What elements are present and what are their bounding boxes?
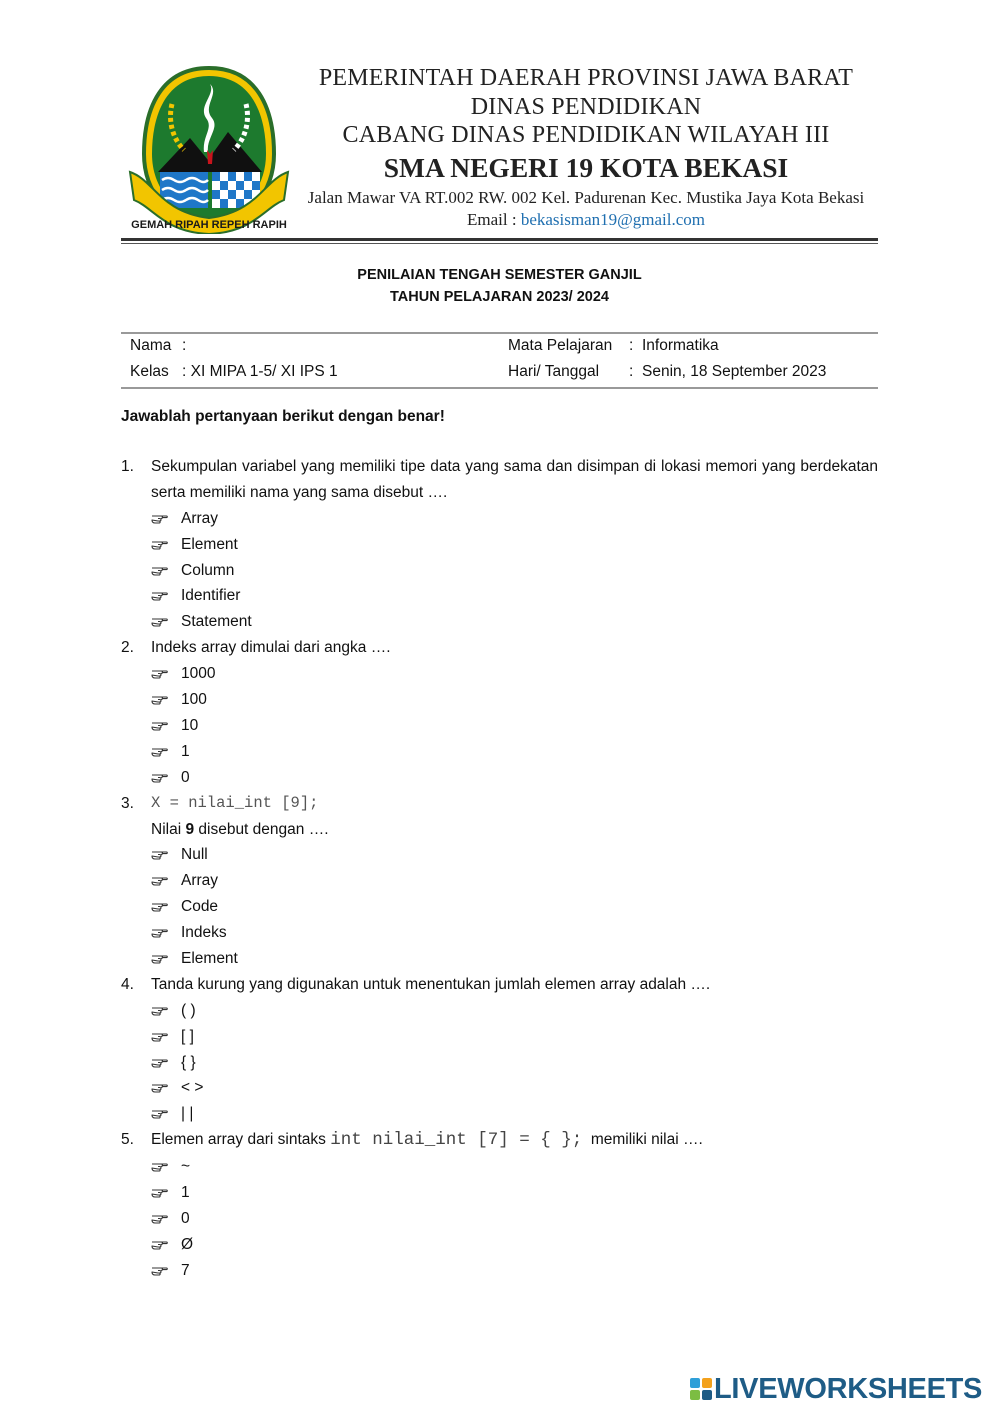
option-item[interactable] — [151, 1232, 878, 1258]
option-item[interactable] — [151, 998, 878, 1024]
option-label: 1 — [181, 1184, 190, 1202]
exam-title-block — [121, 264, 878, 308]
option-item[interactable] — [151, 661, 878, 687]
option-label: Indeks — [181, 924, 227, 942]
pointing-hand-icon — [151, 739, 168, 764]
option-label: < > — [181, 1079, 204, 1097]
option-item[interactable] — [151, 1075, 878, 1101]
class-value: : XI MIPA 1-5/ XI IPS 1 — [182, 363, 338, 380]
pointing-hand-icon — [151, 998, 168, 1023]
pointing-hand-icon — [151, 532, 168, 557]
watermark-text: LIVEWORKSHEETS — [714, 1373, 983, 1405]
option-label: 1 — [181, 742, 190, 760]
pointing-hand-icon — [151, 609, 168, 634]
liveworksheets-watermark[interactable] — [690, 1372, 990, 1406]
email-label: Email : — [466, 209, 521, 229]
jawa-barat-logo — [124, 62, 294, 234]
option-list — [151, 998, 878, 1127]
option-item[interactable] — [151, 558, 878, 584]
subject-value: Informatika — [642, 337, 719, 354]
header-divider-thin — [121, 243, 878, 244]
option-label: Identifier — [181, 587, 241, 605]
logo-tile — [690, 1378, 700, 1388]
pointing-hand-icon — [151, 687, 168, 712]
option-item[interactable] — [151, 1050, 878, 1076]
subject-label: Mata Pelajaran — [508, 337, 613, 354]
option-item[interactable] — [151, 609, 878, 635]
instruction: Jawablah pertanyaan berikut dengan benar! — [121, 408, 445, 425]
option-label: 0 — [181, 768, 190, 786]
pointing-hand-icon — [151, 713, 168, 738]
question-text — [151, 1127, 878, 1154]
option-list — [151, 1154, 878, 1283]
option-item[interactable] — [151, 687, 878, 713]
question-text: Tanda kurung yang digunakan untuk menentukan jumlah elemen array adalah …. — [151, 975, 711, 993]
question-number: 5. — [121, 1131, 134, 1149]
option-item[interactable] — [151, 1101, 878, 1127]
question-1 — [121, 454, 878, 635]
question-text — [151, 817, 878, 843]
date-label: Hari/ Tanggal — [508, 363, 600, 380]
option-item[interactable] — [151, 739, 878, 765]
pointing-hand-icon — [151, 583, 168, 608]
option-list — [151, 842, 878, 971]
option-item[interactable] — [151, 946, 878, 972]
pointing-hand-icon — [151, 1206, 168, 1231]
option-item[interactable] — [151, 1258, 878, 1284]
option-item[interactable] — [151, 1180, 878, 1206]
option-list — [151, 661, 878, 790]
pointing-hand-icon — [151, 765, 168, 790]
pointing-hand-icon — [151, 1180, 168, 1205]
option-item[interactable] — [151, 506, 878, 532]
option-item[interactable] — [151, 713, 878, 739]
question-4 — [121, 972, 878, 1127]
question-code: X = nilai_int [9]; — [151, 793, 319, 812]
option-label: Statement — [181, 613, 252, 631]
header-branch: CABANG DINAS PENDIDIKAN WILAYAH III — [342, 122, 830, 148]
pointing-hand-icon — [151, 868, 168, 893]
question-list — [121, 454, 878, 1284]
question-text-post: memiliki nilai …. — [582, 1131, 703, 1149]
option-label: 7 — [181, 1261, 190, 1279]
option-label: ( ) — [181, 1001, 196, 1019]
logo-tile — [702, 1378, 712, 1388]
option-item[interactable] — [151, 765, 878, 791]
option-label: Ø — [181, 1235, 194, 1253]
school-address: Jalan Mawar VA RT.002 RW. 002 Kel. Padurenan Kec. Mustika Jaya Kota Bekasi — [307, 187, 865, 207]
pointing-hand-icon — [151, 920, 168, 945]
question-code: int nilai_int [7] = { }; — [330, 1130, 583, 1151]
option-label: Column — [181, 561, 235, 579]
pointing-hand-icon — [151, 1258, 168, 1283]
option-label: 1000 — [181, 665, 216, 683]
option-item[interactable] — [151, 894, 878, 920]
class-label: Kelas — [130, 363, 169, 380]
logo-motto: GEMAH RIPAH REPEH RAPIH — [131, 219, 287, 231]
pointing-hand-icon — [151, 661, 168, 686]
question-2 — [121, 635, 878, 790]
pointing-hand-icon — [151, 1154, 168, 1179]
school-email[interactable]: bekasisman19@gmail.com — [520, 209, 706, 229]
option-item[interactable] — [151, 920, 878, 946]
question-text-bold: 9 — [185, 820, 195, 838]
question-text: Indeks array dimulai dari angka …. — [151, 639, 391, 657]
question-text-pre: Elemen array dari sintaks — [151, 1131, 331, 1149]
name-separator: : — [182, 337, 187, 354]
logo-tile — [690, 1390, 700, 1400]
option-label: Array — [181, 509, 219, 527]
header-government: PEMERINTAH DAERAH PROVINSI JAWA BARAT — [318, 65, 854, 91]
option-label: 10 — [181, 716, 199, 734]
header-divider — [121, 238, 878, 241]
option-item[interactable] — [151, 868, 878, 894]
liveworksheets-logo-icon — [690, 1378, 712, 1400]
pointing-hand-icon — [151, 1232, 168, 1257]
question-3 — [121, 791, 878, 972]
school-name: SMA NEGERI 19 KOTA BEKASI — [383, 151, 789, 183]
question-number: 2. — [121, 639, 134, 657]
pointing-hand-icon — [151, 842, 168, 867]
pointing-hand-icon — [151, 1024, 168, 1049]
name-label: Nama — [130, 337, 172, 354]
option-label: ~ — [181, 1158, 191, 1176]
question-number: 3. — [121, 794, 134, 812]
option-item[interactable] — [151, 1206, 878, 1232]
option-label: 0 — [181, 1209, 190, 1227]
option-item[interactable] — [151, 532, 878, 558]
pointing-hand-icon — [151, 894, 168, 919]
option-label: Element — [181, 950, 238, 967]
pointing-hand-icon — [151, 1101, 168, 1126]
pointing-hand-icon — [151, 558, 168, 583]
question-number: 1. — [121, 458, 134, 475]
option-label: Element — [181, 535, 238, 553]
pointing-hand-icon — [151, 946, 168, 971]
option-label: 100 — [181, 691, 207, 709]
pointing-hand-icon — [151, 506, 168, 531]
option-list — [151, 506, 878, 635]
letterhead — [296, 64, 876, 231]
option-item[interactable] — [151, 1024, 878, 1050]
question-text-pre: Nilai — [151, 820, 186, 838]
exam-title: PENILAIAN TENGAH SEMESTER GANJIL — [357, 267, 642, 283]
pointing-hand-icon — [151, 1050, 168, 1075]
option-item[interactable] — [151, 842, 878, 868]
option-item[interactable] — [151, 1154, 878, 1180]
option-label: { } — [181, 1053, 196, 1071]
exam-year: TAHUN PELAJARAN 2023/ 2024 — [390, 289, 609, 305]
option-label: Code — [181, 898, 219, 916]
option-label: Array — [181, 872, 219, 890]
question-text: Sekumpulan variabel yang memiliki tipe data yang sama dan disimpan di lokasi memori yang berdekatan serta memiliki nama yang sama disebut …. — [151, 458, 878, 501]
pointing-hand-icon — [151, 1075, 168, 1100]
date-separator: : — [629, 363, 634, 380]
question-number: 4. — [121, 975, 134, 993]
question-5 — [121, 1127, 878, 1283]
option-label: Null — [181, 846, 208, 864]
option-label: [ ] — [181, 1027, 194, 1045]
logo-tile — [702, 1390, 712, 1400]
question-text-post: disebut dengan …. — [194, 820, 329, 838]
option-label: | | — [181, 1105, 194, 1123]
header-department: DINAS PENDIDIKAN — [470, 93, 702, 120]
student-identity-box — [121, 332, 878, 389]
option-item[interactable] — [151, 583, 878, 609]
subject-separator: : — [629, 337, 634, 354]
school-email-line — [296, 209, 876, 231]
date-value: Senin, 18 September 2023 — [642, 363, 827, 380]
